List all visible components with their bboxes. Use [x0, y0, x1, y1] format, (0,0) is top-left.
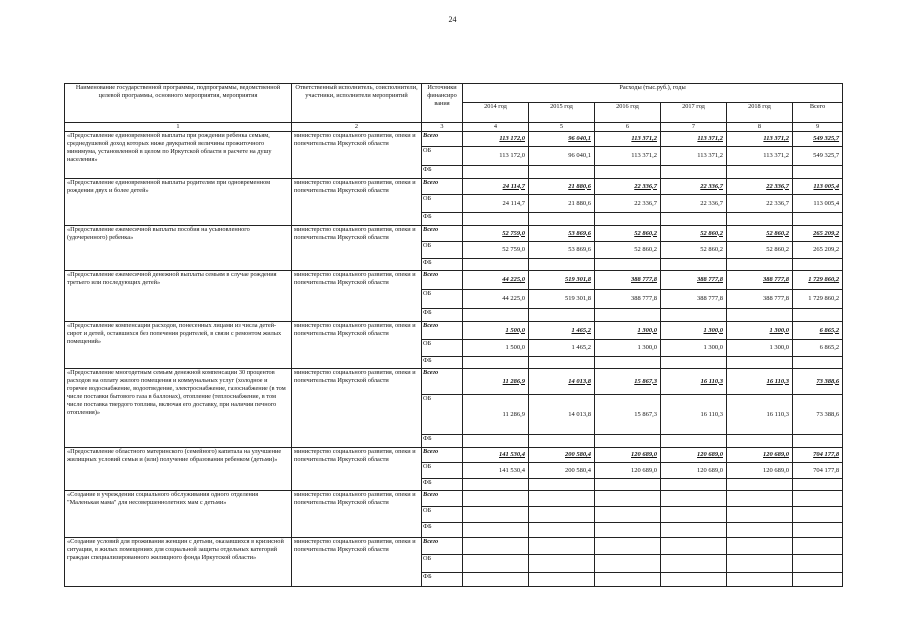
- total-value: [661, 271, 727, 290]
- total-value-text: 52 860,2: [700, 229, 723, 237]
- fb-value: [793, 479, 843, 491]
- source-fb: ФБ: [422, 309, 463, 322]
- source-total: Всего: [422, 179, 463, 195]
- total-value: [661, 538, 727, 555]
- source-ob: ОБ: [422, 340, 463, 357]
- ob-value: 519 301,8: [529, 290, 595, 309]
- fb-value: [463, 435, 529, 448]
- total-value-text: 1 300,0: [703, 326, 723, 334]
- ob-value: 21 880,6: [529, 195, 595, 213]
- total-value: [727, 369, 793, 395]
- column-number: 5: [529, 123, 595, 132]
- total-value-text: 16 110,3: [700, 377, 723, 385]
- source-fb: ФБ: [422, 573, 463, 587]
- fb-value: [595, 166, 661, 179]
- fb-value: [529, 435, 595, 448]
- source-ob: ОБ: [422, 555, 463, 573]
- total-value: [595, 226, 661, 242]
- ob-value: 15 867,3: [595, 395, 661, 435]
- total-value: [463, 271, 529, 290]
- source-fb: ФБ: [422, 523, 463, 538]
- measure-row: [65, 369, 843, 395]
- header-year: 2017 год: [661, 103, 727, 123]
- measure-name: «Предоставление областного материнского (семейного) капитала на улучшение жилищных условий семьи и (или) получение образования ребенком (детьми)»: [65, 448, 292, 491]
- measure-row: [65, 132, 843, 147]
- total-value: [793, 369, 843, 395]
- fb-value: [793, 213, 843, 226]
- page-number: 24: [448, 15, 457, 24]
- fb-value: [661, 357, 727, 369]
- ob-value: [463, 507, 529, 523]
- ob-value: 388 777,8: [727, 290, 793, 309]
- ob-value: 73 388,6: [793, 395, 843, 435]
- measure-executor: министерство социального развития, опеки и попечительства Иркутской области: [292, 132, 422, 179]
- total-value: [661, 491, 727, 507]
- source-fb: ФБ: [422, 357, 463, 369]
- total-value-text: 6 865,2: [819, 326, 840, 334]
- total-value-text: 15 867,3: [634, 377, 657, 385]
- total-value-text: 113 005,4: [813, 182, 840, 190]
- ob-value: 120 689,0: [661, 463, 727, 479]
- total-value: [529, 491, 595, 507]
- ob-value: 52 860,2: [595, 242, 661, 259]
- total-value-text: 22 336,7: [766, 182, 789, 190]
- total-value-text: 704 177,8: [813, 451, 840, 458]
- total-value: [529, 179, 595, 195]
- fb-value: [595, 435, 661, 448]
- fb-value: [463, 479, 529, 491]
- total-value: [793, 448, 843, 463]
- fb-value: [463, 573, 529, 587]
- total-value: [595, 322, 661, 340]
- total-value-text: 44 225,0: [502, 276, 525, 283]
- source-total: Всего: [422, 271, 463, 290]
- total-value: [727, 179, 793, 195]
- ob-value: 16 110,3: [727, 395, 793, 435]
- source-ob: ОБ: [422, 395, 463, 435]
- total-value-text: 113 371,2: [763, 135, 789, 142]
- total-value-text: 388 777,8: [631, 276, 657, 283]
- column-number: 4: [463, 123, 529, 132]
- total-value-text: 52 860,2: [634, 229, 657, 237]
- ob-value: [529, 507, 595, 523]
- total-value: [727, 538, 793, 555]
- total-value: [463, 448, 529, 463]
- total-value: [661, 179, 727, 195]
- ob-value: 52 860,2: [727, 242, 793, 259]
- measure-row: [65, 179, 843, 195]
- fb-value: [793, 166, 843, 179]
- header-expenses: Расходы (тыс.руб.), годы: [463, 84, 843, 103]
- ob-value: 200 580,4: [529, 463, 595, 479]
- total-value: [463, 226, 529, 242]
- total-value: [793, 538, 843, 555]
- total-value: [529, 538, 595, 555]
- measure-executor: министерство социального развития, опеки и попечительства Иркутской области: [292, 538, 422, 587]
- measure-name: «Предоставление единовременной выплаты родителям при одновременном рождении двух и более детей»: [65, 179, 292, 226]
- header-source: Источники финансиро вания: [422, 84, 463, 123]
- total-value: [661, 369, 727, 395]
- total-value-text: 14 013,8: [568, 377, 591, 385]
- total-value: [793, 179, 843, 195]
- fb-value: [529, 309, 595, 322]
- total-value: [463, 369, 529, 395]
- fb-value: [661, 523, 727, 538]
- fb-value: [595, 573, 661, 587]
- total-value-text: 21 880,6: [568, 182, 591, 190]
- measure-executor: министерство социального развития, опеки и попечительства Иркутской области: [292, 271, 422, 322]
- ob-value: 113 005,4: [793, 195, 843, 213]
- header-year: 2015 год: [529, 103, 595, 123]
- total-value-text: 96 040,1: [568, 135, 591, 142]
- ob-value: 549 325,7: [793, 147, 843, 166]
- ob-value: [595, 507, 661, 523]
- total-value-text: 24 114,7: [502, 182, 525, 190]
- total-value: [793, 226, 843, 242]
- header-year: 2016 год: [595, 103, 661, 123]
- source-ob: ОБ: [422, 507, 463, 523]
- measure-name: «Предоставление единовременной выплаты при рождении ребенка семьям, среднедушевой доход которых ниже двукратной величины прожиточного минимума, установленной в целом по Иркутской области в расчете на душу населения»: [65, 132, 292, 179]
- header-executor: Ответственный исполнитель, соисполнители, участники, исполнители мероприятий: [292, 84, 422, 123]
- measure-row: [65, 226, 843, 242]
- total-value: [727, 322, 793, 340]
- ob-value: 1 500,0: [463, 340, 529, 357]
- ob-value: 16 110,3: [661, 395, 727, 435]
- fb-value: [595, 259, 661, 271]
- fb-value: [595, 213, 661, 226]
- total-value: [793, 491, 843, 507]
- fb-value: [793, 357, 843, 369]
- measure-name: «Предоставление ежемесячной денежной выплаты семьям в случае рождения третьего или последующих детей»: [65, 271, 292, 322]
- ob-value: 1 729 860,2: [793, 290, 843, 309]
- measure-row: [65, 271, 843, 290]
- header-row-1: [65, 84, 843, 103]
- total-value-text: 16 110,3: [766, 377, 789, 385]
- total-value-text: 200 580,4: [565, 451, 591, 458]
- fb-value: [793, 259, 843, 271]
- fb-value: [727, 166, 793, 179]
- total-value-text: 22 336,7: [634, 182, 657, 190]
- measure-name: «Предоставление компенсации расходов, понесенных лицами из числа детей-сирот и детей, оставшихся без попечения родителей, в связи с ремонтом жилых помещений»: [65, 322, 292, 369]
- ob-value: 113 172,0: [463, 147, 529, 166]
- source-fb: ФБ: [422, 259, 463, 271]
- expenses-table: [64, 83, 843, 587]
- measure-name: «Предоставление ежемесячной выплаты пособия на усыновленного (удочеренного) ребенка»: [65, 226, 292, 271]
- ob-value: [727, 555, 793, 573]
- fb-value: [463, 213, 529, 226]
- total-value: [595, 491, 661, 507]
- total-value-text: 120 689,0: [763, 451, 789, 458]
- fb-value: [529, 479, 595, 491]
- fb-value: [727, 213, 793, 226]
- total-value: [595, 132, 661, 147]
- fb-value: [529, 213, 595, 226]
- column-number: 9: [793, 123, 843, 132]
- source-total: Всего: [422, 448, 463, 463]
- fb-value: [529, 259, 595, 271]
- ob-value: [727, 507, 793, 523]
- total-value: [463, 179, 529, 195]
- total-value: [661, 448, 727, 463]
- fb-value: [661, 479, 727, 491]
- total-value-text: 53 869,6: [568, 229, 591, 237]
- total-value: [463, 491, 529, 507]
- fb-value: [727, 523, 793, 538]
- measure-row: [65, 491, 843, 507]
- fb-value: [595, 479, 661, 491]
- measure-executor: министерство социального развития, опеки и попечительства Иркутской области: [292, 369, 422, 448]
- column-number: 6: [595, 123, 661, 132]
- fb-value: [727, 259, 793, 271]
- ob-value: 113 371,2: [727, 147, 793, 166]
- header-year: 2018 год: [727, 103, 793, 123]
- total-value: [529, 271, 595, 290]
- source-total: Всего: [422, 369, 463, 395]
- measure-executor: министерство социального развития, опеки и попечительства Иркутской области: [292, 491, 422, 538]
- total-value: [595, 448, 661, 463]
- ob-value: 113 371,2: [595, 147, 661, 166]
- fb-value: [595, 357, 661, 369]
- fb-value: [529, 573, 595, 587]
- ob-value: 113 371,2: [661, 147, 727, 166]
- fb-value: [529, 357, 595, 369]
- total-value-text: 52 860,2: [766, 229, 789, 237]
- fb-value: [661, 309, 727, 322]
- fb-value: [463, 309, 529, 322]
- total-value-text: 549 325,7: [813, 135, 840, 142]
- ob-value: [661, 507, 727, 523]
- total-value: [463, 322, 529, 340]
- total-value-text: 1 500,0: [505, 326, 525, 334]
- total-value-text: 141 530,4: [499, 451, 525, 458]
- fb-value: [727, 435, 793, 448]
- ob-value: 388 777,8: [595, 290, 661, 309]
- source-fb: ФБ: [422, 213, 463, 226]
- fb-value: [727, 479, 793, 491]
- source-ob: ОБ: [422, 463, 463, 479]
- ob-value: [661, 555, 727, 573]
- source-fb: ФБ: [422, 479, 463, 491]
- ob-value: 52 860,2: [661, 242, 727, 259]
- total-value: [529, 448, 595, 463]
- fb-value: [595, 309, 661, 322]
- column-numbers-row: [65, 123, 843, 132]
- total-value: [661, 226, 727, 242]
- total-value-text: 11 286,9: [502, 377, 525, 385]
- measure-name: «Создание условий для проживания женщин с детьми, оказавшихся в кризисной ситуации, в жилых помещениях для социальной защиты отдельных категорий граждан специализированного жилищного фонда Иркутской области»: [65, 538, 292, 587]
- column-number: 1: [65, 123, 292, 132]
- ob-value: [463, 555, 529, 573]
- total-value-text: 113 371,2: [631, 135, 657, 142]
- source-total: Всего: [422, 538, 463, 555]
- fb-value: [463, 259, 529, 271]
- total-value-text: 519 301,8: [565, 276, 591, 283]
- ob-value: 24 114,7: [463, 195, 529, 213]
- source-fb: ФБ: [422, 166, 463, 179]
- fb-value: [727, 357, 793, 369]
- measure-executor: министерство социального развития, опеки и попечительства Иркутской области: [292, 322, 422, 369]
- column-number: 2: [292, 123, 422, 132]
- total-value: [595, 271, 661, 290]
- source-ob: ОБ: [422, 195, 463, 213]
- total-value-text: 22 336,7: [700, 182, 723, 190]
- total-value: [727, 491, 793, 507]
- column-number: 7: [661, 123, 727, 132]
- fb-value: [793, 435, 843, 448]
- source-ob: ОБ: [422, 147, 463, 166]
- ob-value: 120 689,0: [727, 463, 793, 479]
- source-total: Всего: [422, 322, 463, 340]
- source-total: Всего: [422, 491, 463, 507]
- total-value-text: 120 689,0: [631, 451, 657, 458]
- source-ob: ОБ: [422, 242, 463, 259]
- fb-value: [727, 573, 793, 587]
- total-value-text: 1 729 860,2: [808, 276, 840, 283]
- ob-value: 22 336,7: [595, 195, 661, 213]
- ob-value: 1 300,0: [727, 340, 793, 357]
- ob-value: 1 465,2: [529, 340, 595, 357]
- total-value: [793, 271, 843, 290]
- total-value-text: 388 777,8: [763, 276, 789, 283]
- total-value: [727, 132, 793, 147]
- fb-value: [727, 309, 793, 322]
- ob-value: 120 689,0: [595, 463, 661, 479]
- total-value: [595, 538, 661, 555]
- fb-value: [463, 166, 529, 179]
- total-value-text: 1 300,0: [637, 326, 657, 334]
- total-value-text: 52 759,0: [502, 229, 525, 237]
- total-value: [529, 369, 595, 395]
- ob-value: 6 865,2: [793, 340, 843, 357]
- ob-value: 1 300,0: [595, 340, 661, 357]
- ob-value: 22 336,7: [661, 195, 727, 213]
- total-value-text: 120 689,0: [697, 451, 723, 458]
- total-value-text: 265 209,2: [813, 229, 840, 237]
- measure-executor: министерство социального развития, опеки и попечительства Иркутской области: [292, 226, 422, 271]
- ob-value: 1 300,0: [661, 340, 727, 357]
- total-value-text: 73 388,6: [816, 377, 840, 385]
- fb-value: [793, 523, 843, 538]
- total-value: [727, 448, 793, 463]
- ob-value: 52 759,0: [463, 242, 529, 259]
- ob-value: 11 286,9: [463, 395, 529, 435]
- fb-value: [529, 523, 595, 538]
- fb-value: [793, 309, 843, 322]
- measure-row: [65, 448, 843, 463]
- total-value: [661, 132, 727, 147]
- measure-row: [65, 322, 843, 340]
- ob-value: 96 040,1: [529, 147, 595, 166]
- fb-value: [793, 573, 843, 587]
- column-number: 3: [422, 123, 463, 132]
- fb-value: [463, 357, 529, 369]
- fb-value: [661, 259, 727, 271]
- total-value: [793, 322, 843, 340]
- ob-value: 22 336,7: [727, 195, 793, 213]
- total-value: [727, 271, 793, 290]
- header-name: Наименование государственной программы, подпрограммы, ведомственной целевой программы, основного мероприятия, мероприятия: [65, 84, 292, 123]
- column-number: 8: [727, 123, 793, 132]
- total-value-text: 1 465,2: [571, 326, 591, 334]
- ob-value: [793, 507, 843, 523]
- total-value: [727, 226, 793, 242]
- total-value: [529, 226, 595, 242]
- measure-executor: министерство социального развития, опеки и попечительства Иркутской области: [292, 448, 422, 491]
- total-value: [793, 132, 843, 147]
- measure-executor: министерство социального развития, опеки и попечительства Иркутской области: [292, 179, 422, 226]
- fb-value: [661, 573, 727, 587]
- total-value: [529, 132, 595, 147]
- fb-value: [661, 435, 727, 448]
- source-total: Всего: [422, 226, 463, 242]
- header-year: Всего: [793, 103, 843, 123]
- measure-name: «Предоставление многодетным семьям денежной компенсации 30 процентов расходов на оплату жилого помещения и коммунальных услуг (холодное и горячее водоснабжение, водоотведение, электроснабжение, газоснабжение (в том числе поставки бытового газа в баллонах), отопление (теплоснабжение, в том числе поставка твердого топлива, включая его доставку, при наличии печного отопления)»: [65, 369, 292, 448]
- header-year: 2014 год: [463, 103, 529, 123]
- source-fb: ФБ: [422, 435, 463, 448]
- ob-value: [793, 555, 843, 573]
- fb-value: [661, 213, 727, 226]
- total-value-text: 388 777,8: [697, 276, 723, 283]
- fb-value: [661, 166, 727, 179]
- total-value-text: 113 371,2: [697, 135, 723, 142]
- ob-value: 44 225,0: [463, 290, 529, 309]
- total-value: [595, 369, 661, 395]
- ob-value: 704 177,8: [793, 463, 843, 479]
- fb-value: [463, 523, 529, 538]
- total-value: [529, 322, 595, 340]
- total-value: [463, 538, 529, 555]
- measure-row: [65, 538, 843, 555]
- total-value-text: 113 172,0: [499, 135, 525, 142]
- source-ob: ОБ: [422, 290, 463, 309]
- total-value: [595, 179, 661, 195]
- measure-name: «Создание в учреждении социального обслуживания одного отделения "Маленькая мама" для несовершеннолетних мам с детьми»: [65, 491, 292, 538]
- source-total: Всего: [422, 132, 463, 147]
- total-value: [661, 322, 727, 340]
- ob-value: 53 869,6: [529, 242, 595, 259]
- ob-value: [529, 555, 595, 573]
- ob-value: 388 777,8: [661, 290, 727, 309]
- ob-value: 265 209,2: [793, 242, 843, 259]
- ob-value: 141 530,4: [463, 463, 529, 479]
- ob-value: [595, 555, 661, 573]
- total-value: [463, 132, 529, 147]
- fb-value: [595, 523, 661, 538]
- ob-value: 14 013,8: [529, 395, 595, 435]
- total-value-text: 1 300,0: [769, 326, 789, 334]
- fb-value: [529, 166, 595, 179]
